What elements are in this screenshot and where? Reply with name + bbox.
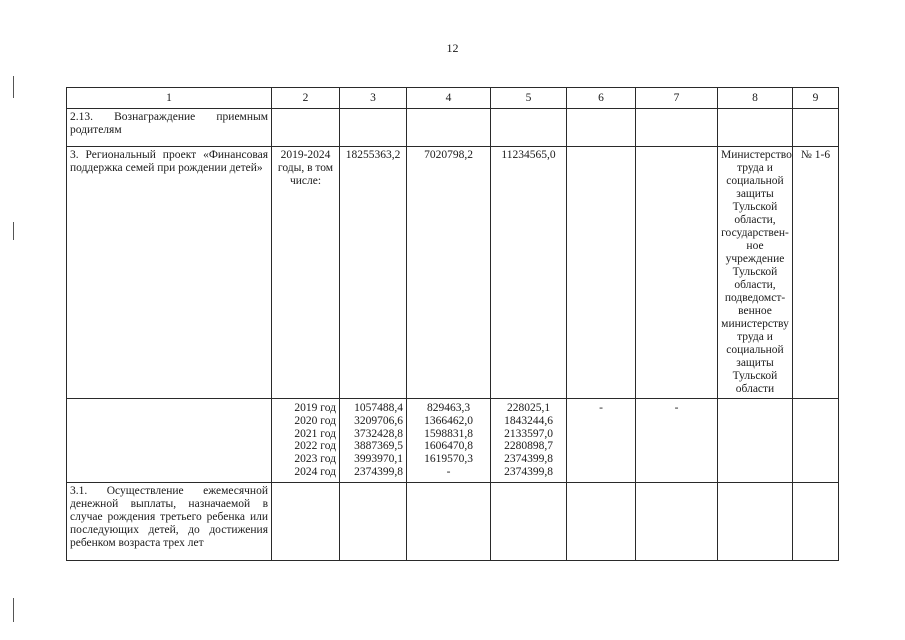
header-col-5: 5	[491, 88, 567, 109]
value-cell: 3887369,5	[354, 440, 403, 453]
value-cell: 2280898,7	[504, 440, 553, 453]
value-cell: 1057488,4	[354, 402, 403, 414]
program-table	[66, 87, 839, 561]
year-label: 2021 год	[294, 427, 336, 440]
value-cell: -	[446, 465, 451, 478]
empty-cell	[407, 109, 491, 147]
empty-cell	[718, 399, 793, 483]
value-cell: 3209706,6	[354, 414, 403, 427]
value-cell: 1598831,8	[424, 427, 473, 440]
empty-cell	[407, 483, 491, 561]
table-row-years	[67, 399, 839, 483]
header-col-1: 1	[67, 88, 272, 109]
row-3-indicators: № 1-6	[793, 147, 839, 399]
value-cell: 228025,1	[506, 402, 551, 414]
header-row	[67, 88, 839, 109]
table-row-2-13	[67, 109, 839, 147]
empty-cell	[340, 109, 407, 147]
value-cell: 2374399,8	[504, 465, 553, 478]
year-label: 2022 год	[294, 440, 336, 453]
header-col-7: 7	[636, 88, 718, 109]
header-col-8: 8	[718, 88, 793, 109]
row-3-total-col-4: 7020798,2	[407, 147, 491, 399]
col-3-yearly-values	[340, 399, 407, 483]
empty-cell	[272, 483, 340, 561]
empty-cell	[567, 109, 636, 147]
table-row-3-1	[67, 483, 839, 561]
value-cell: 2133597,0	[504, 427, 553, 440]
empty-cell	[491, 483, 567, 561]
scan-margin-mark	[13, 76, 14, 98]
empty-cell	[67, 399, 272, 483]
year-label: 2020 год	[294, 414, 336, 427]
year-label: 2024 год	[294, 465, 336, 478]
row-3-name: 3. Региональный проект «Финансовая поддержка семей при рождении детей»	[67, 147, 272, 399]
year-label: 2023 год	[294, 453, 336, 466]
empty-cell	[793, 399, 839, 483]
empty-cell	[272, 109, 340, 147]
value-cell: 1619570,3	[424, 453, 473, 466]
value-cell: 3732428,8	[354, 427, 403, 440]
scan-margin-mark	[13, 222, 14, 240]
scan-margin-mark	[13, 598, 14, 622]
header-col-6: 6	[567, 88, 636, 109]
empty-cell	[340, 483, 407, 561]
empty-cell	[793, 483, 839, 561]
empty-cell	[636, 483, 718, 561]
value-cell: 2374399,8	[354, 465, 403, 478]
empty-cell	[636, 147, 718, 399]
empty-cell	[567, 483, 636, 561]
col-4-yearly-values	[407, 399, 491, 483]
empty-cell	[567, 147, 636, 399]
value-cell: 1606470,8	[424, 440, 473, 453]
empty-cell	[718, 483, 793, 561]
value-cell: 2374399,8	[504, 453, 553, 466]
page-number: 12	[446, 41, 459, 55]
empty-cell	[718, 109, 793, 147]
row-3-executor: Министерство труда и социальной защиты Тульской области, государствен-ное учреждение Тульской области, подведомст-венное министерству труда и социальной защиты Тульской области	[718, 147, 793, 399]
header-col-9: 9	[793, 88, 839, 109]
value-cell: 1366462,0	[424, 414, 473, 427]
col-7-dash: -	[636, 399, 718, 483]
row-3-total-col-3: 18255363,2	[340, 147, 407, 399]
row-2-13-name: 2.13. Вознаграждение приемным родителям	[67, 109, 272, 147]
col-6-dash: -	[567, 399, 636, 483]
col-5-yearly-values	[491, 399, 567, 483]
row-3-total-col-5: 11234565,0	[491, 147, 567, 399]
header-col-3: 3	[340, 88, 407, 109]
value-cell: 3993970,1	[354, 453, 403, 466]
row-3-1-name: 3.1. Осуществление ежемесячной денежной выплаты, назначаемой в случае рождения третьего ребенка или последующих детей, до достижения ребенком возраста трех лет	[67, 483, 272, 561]
header-col-4: 4	[407, 88, 491, 109]
years-list	[272, 399, 340, 483]
header-col-2: 2	[272, 88, 340, 109]
empty-cell	[636, 109, 718, 147]
table-row-3	[67, 147, 839, 399]
value-cell: 1843244,6	[504, 414, 553, 427]
year-label: 2019 год	[294, 402, 336, 414]
row-3-period: 2019-2024 годы, в том числе:	[272, 147, 340, 399]
empty-cell	[793, 109, 839, 147]
empty-cell	[491, 109, 567, 147]
value-cell: 829463,3	[426, 402, 471, 414]
